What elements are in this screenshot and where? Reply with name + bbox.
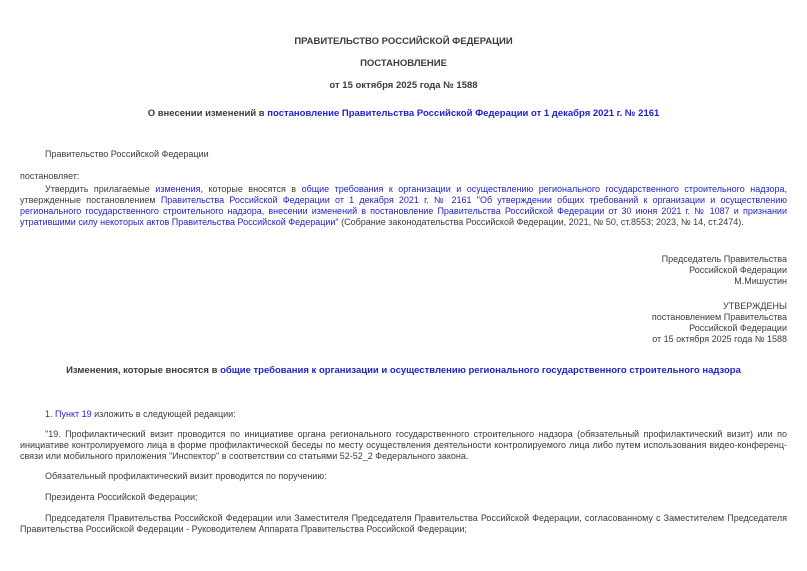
paragraph-resolves: постановляет: — [20, 171, 80, 181]
approved-by-line2: Российской Федерации — [689, 323, 787, 333]
link-izmeneniya[interactable]: изменения, — [155, 184, 203, 194]
link-obshchie-trebovaniya[interactable]: общие требования к организации и осуществлению регионального государственного строительного надзора, — [301, 184, 788, 194]
doc-title-link-postanovlenie-2161[interactable]: постановление Правительства Российской Федерации от 1 декабря 2021 г. № 2161 — [267, 108, 660, 119]
approved-date-number: от 15 октября 2025 года № 1588 — [652, 334, 787, 344]
approve-text-4: (Собрание законодательства Российской Федерации, 2021, № 50, ст.8553; 2023, № 14, ст.2474). — [338, 217, 744, 227]
doc-type: ПОСТАНОВЛЕНИЕ — [360, 58, 447, 69]
paragraph-chairman: Председателя Правительства Российской Федерации или Заместителя Председателя Правительства Российской Федерации, согласованному с Заместителем Председателя Правительства Российской Федерации - Руководителем Аппарата Правительства Российской Федерации; — [20, 513, 787, 534]
signature-position-line1: Председатель Правительства — [661, 254, 787, 264]
paragraph-approve — [20, 184, 787, 228]
item1-text: изложить в следующей редакции: — [91, 409, 236, 419]
doc-date-number: от 15 октября 2025 года № 1588 — [329, 80, 478, 91]
paragraph-mandatory-visit: Обязательный профилактический визит проводится по поручению: — [45, 471, 327, 481]
approve-text-1: Утвердить прилагаемые — [45, 184, 156, 194]
item1-number: 1. — [45, 409, 56, 419]
signature-position-line2: Российской Федерации — [689, 265, 787, 275]
signature-name: М.Мишустин — [734, 276, 787, 286]
approve-text-3: утвержденные постановлением — [20, 195, 161, 205]
approved-block — [20, 301, 787, 345]
paragraph-government: Правительство Российской Федерации — [45, 149, 209, 159]
paragraph-19-new-edition: "19. Профилактический визит проводится по инициативе органа регионального государственного строительного надзора (обязательный профилактический визит) или по инициативе контролируемого лица в форме профилактической беседы по месту осуществления деятельности контролируемого лица либо путем использования видео-конференц-связи или мобильного приложения "Инспектор" в соответствии со статьями 52-52_2 Федерального закона. — [20, 429, 787, 461]
changes-heading-text: Изменения, которые вносятся в — [66, 365, 221, 376]
link-punkt-19[interactable]: Пункт 19 — [55, 409, 92, 419]
link-postanovlenie-2161-full[interactable]: Правительства Российской Федерации от 1 декабря 2021 г. № 2161 "Об утверждении общих требований к организации и осуществлению регионального государственного строительного надзора, внесении изменений в постановление Правительства Российской Федерации от 30 июня 2021 г. № 1087 и признании утратившими силу некоторых актов Правительства Российской Федерации" — [20, 195, 787, 227]
doc-title-text: О внесении изменений в — [147, 108, 268, 119]
paragraph-president: Президента Российской Федерации; — [45, 492, 198, 502]
signature-block — [20, 254, 787, 287]
approve-text-2: которые вносятся в — [203, 184, 302, 194]
changes-heading — [20, 365, 787, 376]
paragraph-item-1 — [20, 409, 787, 420]
changes-heading-link[interactable]: общие требования к организации и осуществлению регионального государственного строительного надзора — [220, 365, 741, 376]
approved-by-line1: постановлением Правительства — [651, 312, 787, 322]
doc-title — [20, 108, 787, 119]
approved-label: УТВЕРЖДЕНЫ — [723, 301, 787, 311]
doc-org-name: ПРАВИТЕЛЬСТВО РОССИЙСКОЙ ФЕДЕРАЦИИ — [294, 36, 513, 47]
